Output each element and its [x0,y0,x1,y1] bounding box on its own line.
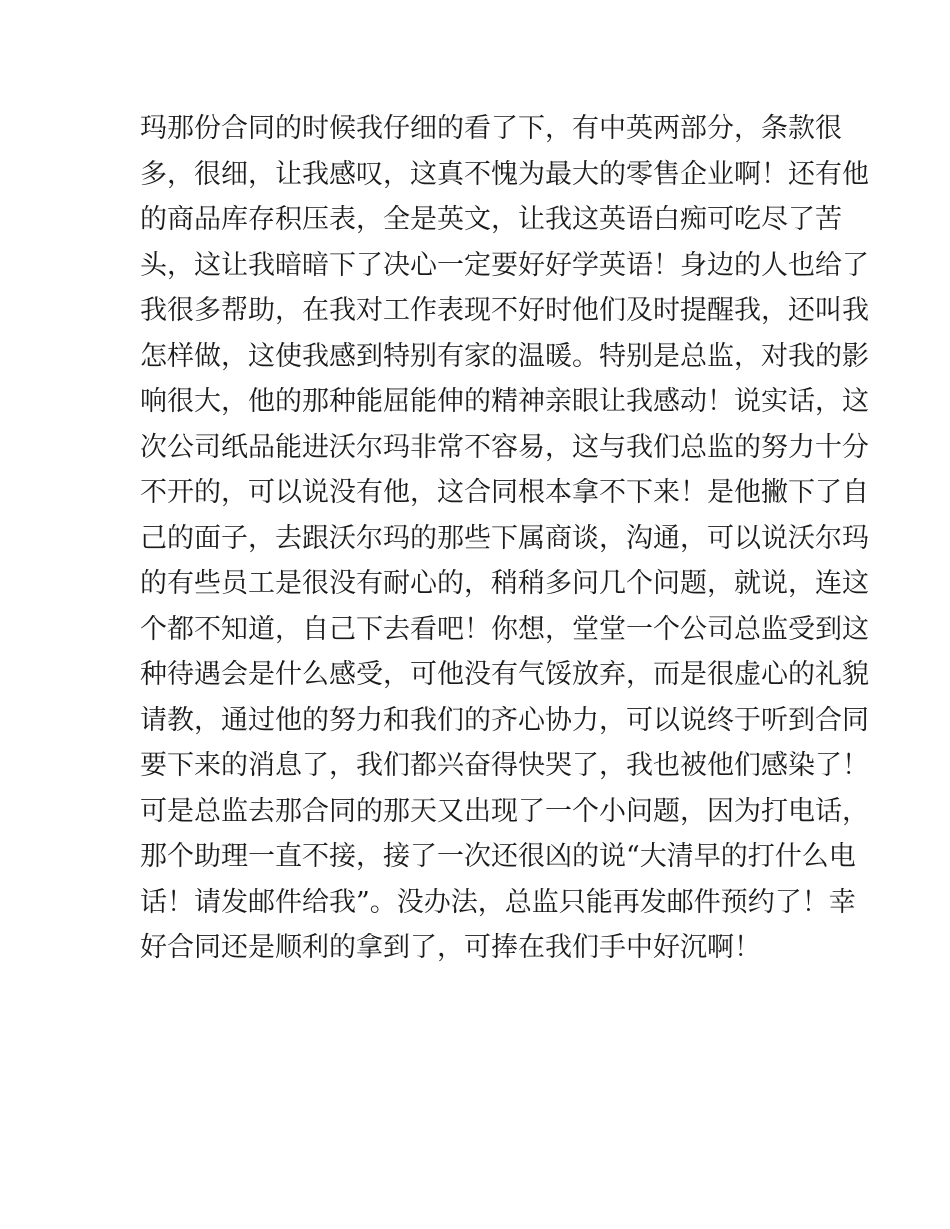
text-line: 己的面子，去跟沃尔玛的那些下属商谈，沟通，可以说沃尔玛 [140,522,869,554]
text-line: 好合同还是顺利的拿到了，可捧在我们手中好沉啊！ [140,932,761,963]
text-line: 响很大，他的那种能屈能伸的精神亲眼让我感动！说实话，这 [140,386,869,417]
text-line: 要下来的消息了，我们都兴奋得快哭了，我也被他们感染了！ [140,750,869,781]
text-line: 请教，通过他的努力和我们的齐心协力，可以说终于听到合同 [140,704,869,736]
text-line: 种待遇会是什么感受，可他没有气馁放弃，而是很虚心的礼貌 [140,659,869,690]
text-line: 的有些员工是很没有耐心的，稍稍多问几个问题，就说，连这 [140,568,869,599]
text-line: 玛那份合同的时候我仔细的看了下，有中英两部分，条款很 [140,113,842,144]
text-line: 那个助理一直不接，接了一次还很凶的说“大清早的打什么电 [140,841,856,872]
text-line: 我很多帮助，在我对工作表现不好时他们及时提醒我，还叫我 [140,295,869,326]
text-line: 次公司纸品能进沃尔玛非常不容易，这与我们总监的努力十分 [140,431,869,463]
body-paragraph [140,106,869,971]
text-line: 怎样做，这使我感到特别有家的温暖。特别是总监，对我的影 [140,340,869,372]
text-line: 话！请发邮件给我”。没办法，总监只能再发邮件预约了！幸 [140,886,856,918]
text-line: 多，很细，让我感叹，这真不愧为最大的零售企业啊！还有他 [140,158,869,190]
text-line: 头，这让我暗暗下了决心一定要好好学英语！身边的人也给了 [140,249,869,281]
text-line: 的商品库存积压表，全是英文，让我这英语白痴可吃尽了苦 [140,204,842,235]
text-line: 不开的，可以说没有他，这合同根本拿不下来！是他撇下了自 [140,477,869,508]
text-line: 可是总监去那合同的那天又出现了一个小问题，因为打电话， [140,795,869,827]
text-line: 个都不知道，自己下去看吧！你想，堂堂一个公司总监受到这 [140,613,869,645]
